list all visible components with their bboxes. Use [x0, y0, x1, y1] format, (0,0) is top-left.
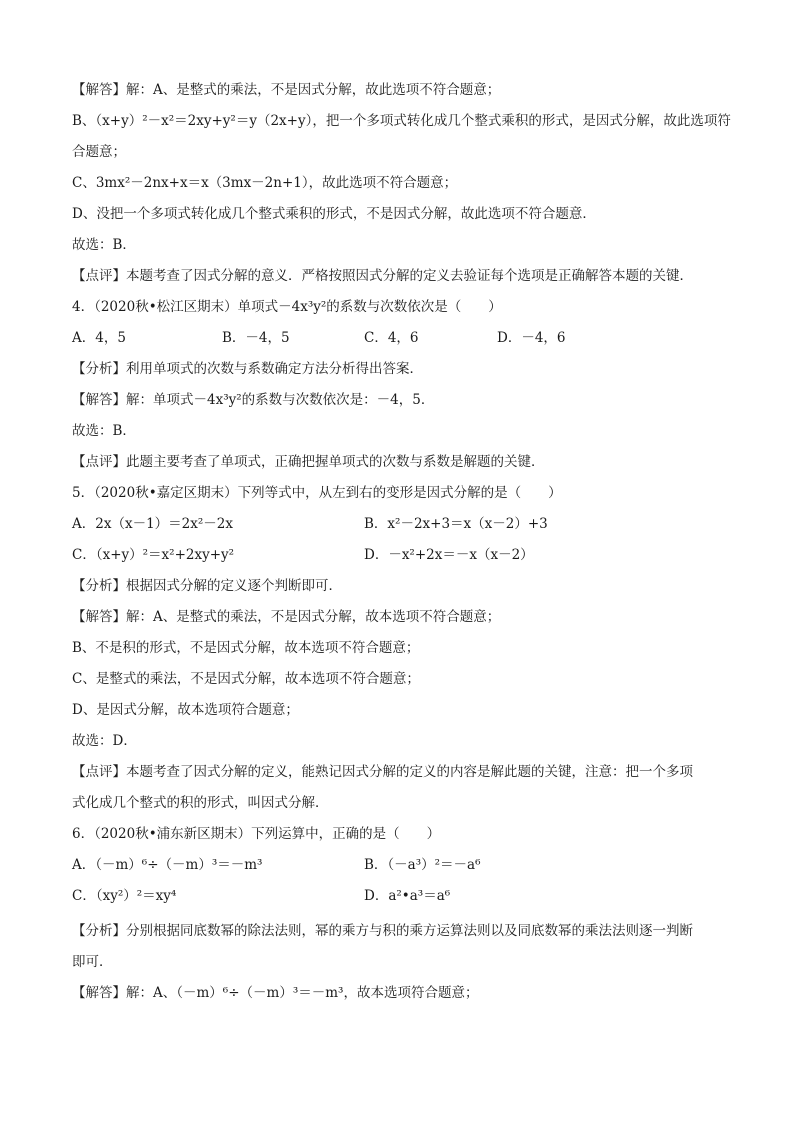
text-line: 【点评】此题主要考查了单项式，正确把握单项式的次数与系数是解题的关键． — [72, 454, 545, 470]
option-d: D．－4，6 — [497, 330, 566, 346]
option-d: D．－x²+2x＝－x（x－2） — [364, 547, 534, 563]
text-line: D、没把一个多项式转化成几个整式乘积的形式，不是因式分解，故此选项不符合题意． — [72, 206, 596, 222]
text-line: B、不是积的形式，不是因式分解，故本选项不符合题意； — [72, 640, 420, 656]
option-a: A．2x（x－1）＝2x²－2x — [72, 516, 233, 532]
option-d: D．a²•a³＝a⁶ — [364, 888, 451, 904]
text-line: 【解答】解：A、是整式的乘法，不是因式分解，故此选项不符合题意； — [72, 82, 501, 98]
option-c: C．4，6 — [364, 330, 419, 346]
option-c: C．（xy²）²＝xy⁴ — [72, 888, 177, 904]
question-5-stem: 5．（2020秋•嘉定区期末）下列等式中，从左到右的变形是因式分解的是（ ） — [72, 485, 562, 501]
text-line: B、（x+y）²－x²＝2xy+y²＝y（2x+y），把一个多项式转化成几个整式乘积的形式，是因式分解，故此选项符 — [72, 113, 731, 129]
text-line: 【分析】利用单项式的次数与系数确定方法分析得出答案． — [72, 361, 423, 377]
text-line: 【解答】解：单项式－4x³y²的系数与次数依次是：－4，5． — [72, 392, 435, 408]
text-line: 故选：B． — [72, 237, 136, 253]
option-a: A．（－m）⁶÷（－m）³＝－m³ — [72, 857, 263, 873]
option-b: B．（－a³）²＝－a⁶ — [364, 857, 481, 873]
text-line: 式化成几个整式的积的形式，叫因式分解． — [72, 795, 329, 811]
text-line: D、是因式分解，故本选项符合题意； — [72, 702, 299, 718]
option-b: B．－4，5 — [222, 330, 290, 346]
text-line: 【分析】根据因式分解的定义逐个判断即可． — [72, 578, 342, 594]
text-line: 【分析】分别根据同底数幂的除法法则，幂的乘方与积的乘方运算法则以及同底数幂的乘法法则逐一判断 — [72, 923, 693, 939]
option-a: A．4，5 — [72, 330, 126, 346]
text-line: C、3mx²－2nx+x＝x（3mx－2n+1），故此选项不符合题意； — [72, 175, 458, 191]
text-line: 即可． — [72, 954, 113, 970]
question-6-stem: 6．（2020秋•浦东新区期末）下列运算中，正确的是（ ） — [72, 826, 441, 842]
question-4-stem: 4．（2020秋•松江区期末）单项式－4x³y²的系数与次数依次是（ ） — [72, 299, 502, 315]
text-line: 故选：D． — [72, 733, 137, 749]
text-line: 【解答】解：A、是整式的乘法，不是因式分解，故本选项不符合题意； — [72, 609, 501, 625]
text-line: 【点评】本题考查了因式分解的意义．严格按照因式分解的定义去验证每个选项是正确解答本题的关键． — [72, 268, 693, 284]
text-line: 【点评】本题考查了因式分解的定义，能熟记因式分解的定义的内容是解此题的关键，注意：把一个多项 — [72, 764, 693, 780]
text-line: 【解答】解：A、（－m）⁶÷（－m）³＝－m³，故本选项符合题意； — [72, 985, 479, 1001]
text-line: 合题意； — [72, 144, 126, 160]
option-b: B．x²－2x+3＝x（x－2）+3 — [364, 516, 548, 532]
text-line: C、是整式的乘法，不是因式分解，故本选项不符合题意； — [72, 671, 420, 687]
option-c: C．（x+y）²＝x²+2xy+y² — [72, 547, 235, 563]
text-line: 故选：B． — [72, 423, 136, 439]
